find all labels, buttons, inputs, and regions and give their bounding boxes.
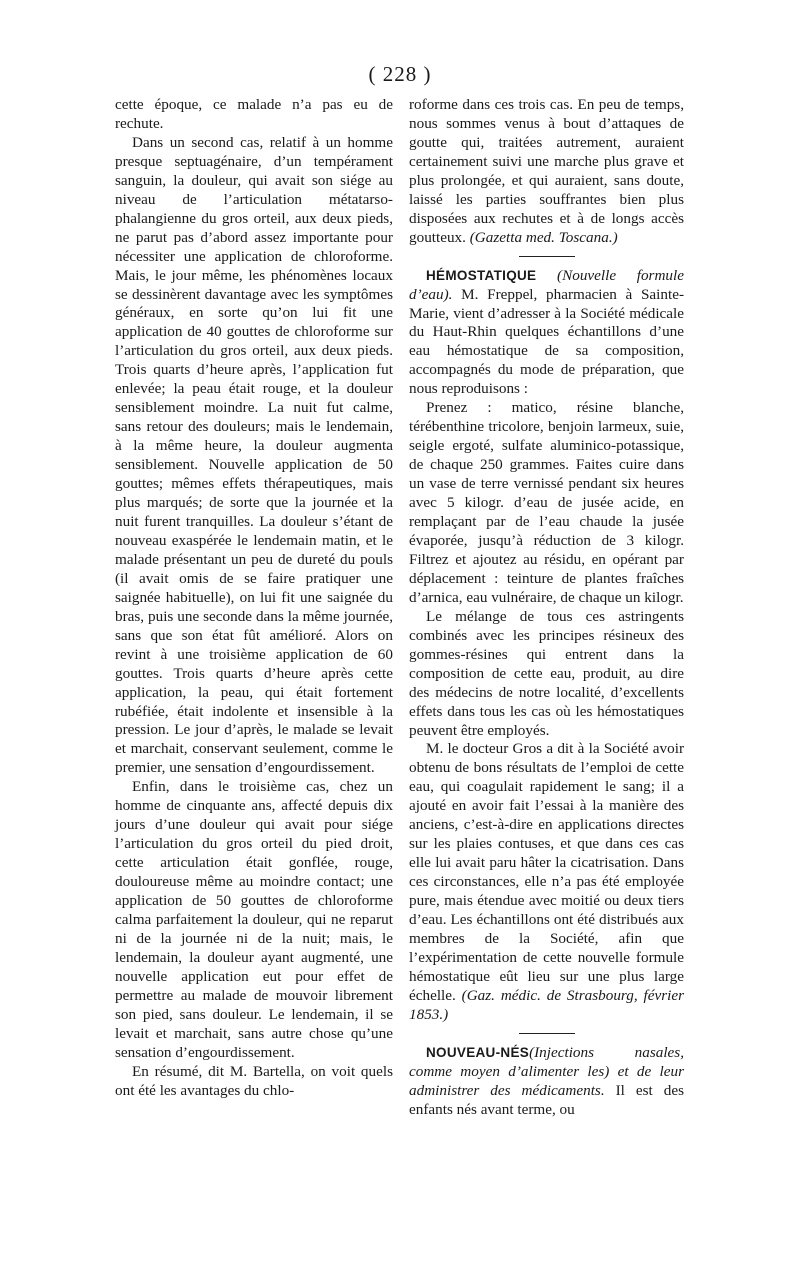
paragraph-chloroform-conclusion [409, 96, 684, 248]
recipe-paragraph: Prenez : matico, résine blanche, térébenthine tricolore, benjoin larmeux, suie, seigle ergoté, sulfate aluminico-potassique, de chaque 250 grammes. Faites cuire dans un vase de terre vernissé pendant six heures avec 5 kilogr. d’eau de jusée acide, en remplaçant par de l’eau chaude la jusée évaporée, jusqu’à réduction de 3 kilogr. Filtrez et ajoutez au résidu, en opérant par déplacement : teinture de plantes fraîches d’arnica, eau vulnéraire, de chaque un kilogr. [409, 399, 684, 606]
paragraph-summary: En résumé, dit M. Bartella, on voit quels ont été les avantages du chlo- [115, 1062, 393, 1099]
source-citation: (Gaz. médic. de Strasbourg, février 1853.) [409, 986, 685, 1023]
paragraph-second-case: Dans un second cas, relatif à un homme presque septuagénaire, d’un tempérament sanguin, la douleur, qui avait son siége au niveau de l’articulation métatarso-phalangienne du gros orteil, aux deux pieds, ne parut pas d’abord assez importante pour nécessiter une application de chloroforme. Mais, le jour même, les phénomènes locaux se dessinèrent davantage avec les symptômes généraux, en sorte qu’on lui fit une application de 40 gouttes de chloroforme sur l’articulation du gros orteil, aux deux pieds. Trois quarts d’heure après, l’application fut enlevée; la peau était rouge, et la douleur sensiblement moindre. La nuit fut calme, sans retour des douleurs; mais le lendemain, à la même heure, la douleur augmenta sensiblement. Nouvelle application de 50 gouttes; mêmes effets thérapeutiques, mais plus marqués; de sorte que la journée et la nuit furent tranquilles. La douleur s’étant de nouveau exaspérée le lendemain matin, et le malade présentant un peu de dureté du pouls (il avait omis de se faire pratiquer une saignée habituelle), on lui fit une saignée du bras, puis une seconde dans la même journée, sans que son état fût amélioré. Alors on revint à une troisième application de 60 gouttes. Trois quarts d’heure après cette application, la peau, qui était fortement rubéfiée, était indolente et insensible à la pression. Le jour d’après, le malade se levait et marchait, conservant seulement, comme le premier, une sensation d’engourdissement. [115, 133, 393, 777]
section-hemostatique [409, 267, 684, 400]
page-number: ( 228 ) [368, 62, 432, 86]
paragraph-third-case: Enfin, dans le troisième cas, chez un homme de cinquante ans, affecté depuis dix jours d’une douleur qui avait pour siége l’articulation du gros orteil du pied droit, cette articulation était gonflée, rouge, douloureuse même au moindre contact; une application de 50 gouttes de chloroforme calma parfaitement la douleur, qui ne reparut ni de la journée ni de la nuit; mais, le lendemain, la douleur ayant augmenté, une nouvelle application eut pour effet de permettre au malade de mouvoir librement son pied, sans douleur. Le lendemain, il se levait et marchait, sans autre chose qu’une sensation d’engourdissement. [115, 778, 393, 1061]
section-divider [519, 1033, 575, 1034]
paragraph-text: roforme dans ces trois cas. En peu de temps, nous sommes venus à bout d’attaques de goutte qui, traitées autrement, auraient certainement suivi une marche plus grave et plus prolongée, et qui auraient, sans doute, laissé les parties souffrantes bien plus disposées aux rechutes et à de longs accès goutteux. [409, 96, 684, 246]
source-citation: (Gazetta med. Toscana.) [469, 228, 618, 246]
right-column [409, 96, 684, 1120]
section-heading: HÉMOSTATIQUE [426, 267, 537, 283]
section-divider [519, 256, 575, 257]
paragraph-text: M. le docteur Gros a dit à la Société avoir obtenu de bons résultats de l’emploi de cette eau, qui coagulait rapidement le sang; il a ajouté en avoir fait l’essai à la manière des anciens, c’est-à-dire en applications directes sur les plaies contuses, et que dans ces cas elle lui avait paru hâter la cicatrisation. Dans ces circonstances, elle n’a pas été employée pure, mais étendue avec moitié ou deux tiers d’eau. Les échantillons ont été distribués aux membres de la Société, afin que l’expérimentation de cette nouvelle formule hémostatique eût lieu sur une plus large échelle. [409, 740, 684, 1004]
section-subtitle: (Nouvelle formule d’eau). [409, 266, 684, 303]
section-intro: M. Freppel, pharmacien à Sainte-Marie, vient d’adresser à la Société médicale du Haut-Rhin quelques échantillons d’une eau hémostatique de sa composition, accompagnés du mode de préparation, que nous reproduisons : [409, 285, 685, 398]
paragraph-doctor-gros [409, 740, 684, 1024]
section-heading: NOUVEAU-NÉS [426, 1044, 530, 1060]
left-column [115, 96, 393, 1101]
section-text: Il est des enfants nés avant terme, ou [409, 1081, 684, 1118]
section-nouveau-nes [409, 1044, 684, 1120]
paragraph-continued: cette époque, ce malade n’a pas eu de rechute. [115, 96, 393, 132]
paragraph-mixture: Le mélange de tous ces astringents combinés avec les principes résineux des gommes-résines qui entrent dans la composition de cette eau, produit, au dire des médecins de notre localité, d’excellents effets dans tous les cas où les hémostatiques peuvent être employés. [409, 607, 684, 739]
section-subtitle: (Injections nasales, comme moyen d’alimenter les) et de leur administrer des médicaments. [409, 1043, 684, 1099]
